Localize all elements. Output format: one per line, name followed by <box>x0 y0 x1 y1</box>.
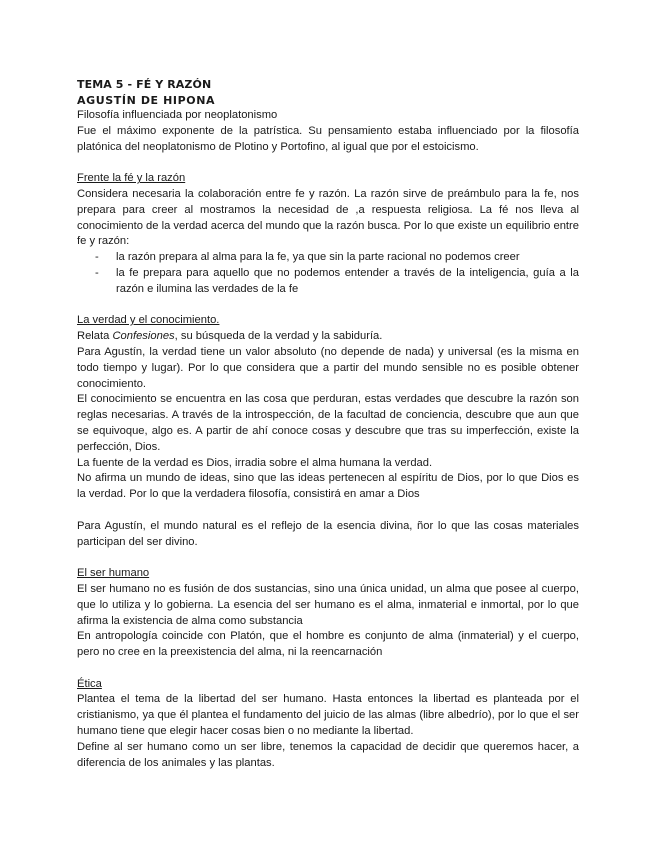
book-title: Confesiones <box>112 330 175 343</box>
spacer <box>77 503 579 519</box>
spacer <box>77 550 579 566</box>
section-heading-verdad: La verdad y el conocimiento. <box>77 314 220 327</box>
relata-paragraph <box>77 329 579 345</box>
document-subtitle: AGUSTÍN DE HIPONA <box>77 93 216 107</box>
fe-razon-list <box>77 250 579 297</box>
list-item <box>77 250 579 266</box>
section-heading-fe-razon: Frente la fé y la razón <box>77 172 186 185</box>
relata-text-end: , su búsqueda de la verdad y la sabiduría. <box>174 330 383 343</box>
ser-humano-paragraph: El ser humano no es fusión de dos sustancias, sino una única unidad, un alma que posee al cuerpo, que lo utiliza y lo gobierna. La esencia del ser humano es el alma, inmaterial e inmortal, por lo que afirma la existencia de alma como substancia <box>77 582 579 627</box>
mundo-natural-paragraph: Para Agustín, el mundo natural es el reflejo de la esencia divina, ñor lo que las cosas materiales participan del ser divino. <box>77 519 579 548</box>
fe-razon-paragraph: Considera necesaria la colaboración entre fe y razón. La razón sirve de preámbulo para la fe, nos prepara para creer al mostramos la necesidad de ,a respuesta religiosa. La fé nos lleva al conocimiento de la verdad acerca del mundo que la razón busca. Por lo que existe un equilibrio entre fe y razón: <box>77 187 579 248</box>
document-title: TEMA 5 - FÉ Y RAZÓN <box>77 78 212 91</box>
fuente-verdad-paragraph: La fuente de la verdad es Dios, irradia sobre el alma humana la verdad. <box>77 456 433 469</box>
intro-line: Filosofía influenciada por neoplatonismo <box>77 109 278 121</box>
section-heading-etica: Ética <box>77 677 102 690</box>
list-item-text: la razón prepara al alma para la fe, ya que sin la parte racional no podemos creer <box>116 251 520 264</box>
document-body <box>77 77 579 771</box>
etica-paragraph: Plantea el tema de la libertad del ser humano. Hasta entonces la libertad es planteada por el cristianismo, ya que él plantea el fundamento del juicio de las almas (libre albedrío), por lo que el ser humano tiene que elegir hacer cosas bien o no mediante la libertad. <box>77 693 579 738</box>
list-item <box>77 266 579 298</box>
spacer <box>77 298 579 314</box>
ideas-paragraph: No afirma un mundo de ideas, sino que las ideas pertenecen al espíritu de Dios, por lo que Dios es la verdad. Por lo que la verdadera filosofía, consistirá en amar a Dios <box>77 472 579 501</box>
list-item-text: la fe prepara para aquello que no podemos entender a través de la inteligencia, guía a la razón e ilumina las verdades de la fe <box>116 266 579 295</box>
intro-paragraph: Fue el máximo exponente de la patrística. Su pensamiento estaba influenciado por la filosofía platónica del neoplatonismo de Plotino y Portofino, al igual que por el estoicismo. <box>77 124 579 153</box>
libertad-paragraph: Define al ser humano como un ser libre, tenemos la capacidad de decidir que queremos hacer, a diferencia de los animales y las plantas. <box>77 740 579 769</box>
conocimiento-paragraph: El conocimiento se encuentra en las cosa que perduran, estas verdades que descubre la razón son reglas necesarias. A través de la introspección, de la facultad de conciencia, descubre que aun que se equivoque, algo es. A partir de ahí conoce cosas y descubre que tras su imperfección, existe la perfección, Dios. <box>77 393 579 453</box>
antropologia-paragraph: En antropología coincide con Platón, que el hombre es conjunto de alma (inmaterial) y el cuerpo, pero no cree en la preexistencia del alma, ni la reencarnación <box>77 630 579 659</box>
section-heading-ser-humano: El ser humano <box>77 567 150 580</box>
dash-bullet: - <box>95 266 99 279</box>
spacer <box>77 661 579 677</box>
dash-bullet: - <box>95 251 99 264</box>
verdad-paragraph: Para Agustín, la verdad tiene un valor absoluto (no depende de nada) y universal (es la misma en todo tiempo y lugar). Por lo que considera que a partir del mundo sensible no es posible obtener conocimiento. <box>77 345 579 390</box>
relata-text: Relata <box>77 330 113 343</box>
spacer <box>77 155 579 171</box>
